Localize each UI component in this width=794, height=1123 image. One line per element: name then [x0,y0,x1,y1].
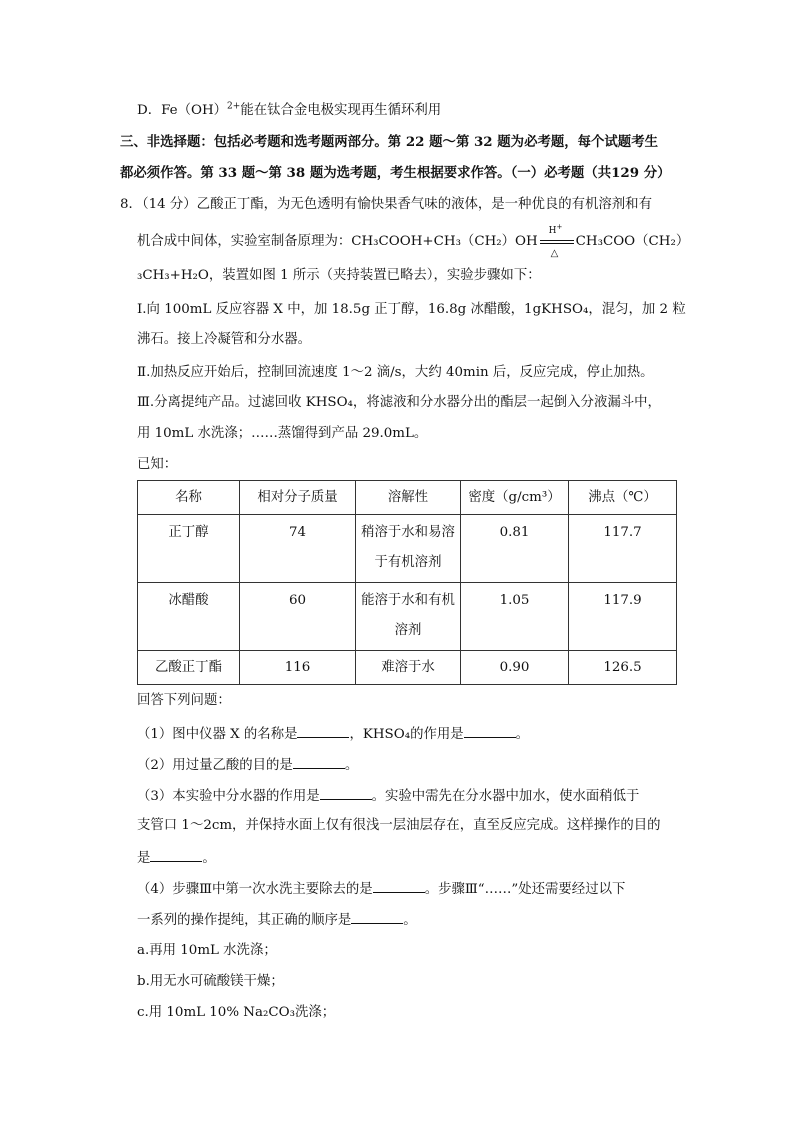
q8-line3: ₃CH₃+H₂O，装置如图 1 所示（夹持装置已略去），实验步骤如下： [137,268,541,283]
question-3-line1: （3）本实验中分水器的作用是 。实验中需先在分水器中加水，使水面稍低于 [137,785,639,807]
q8-reaction-line [137,223,690,259]
header-mass: 相对分子质量 [240,481,356,515]
heat-symbol: △ [550,248,559,259]
option-c: c.用 10mL 10% Na₂CO₃洗涤； [137,1005,336,1020]
answer-blank[interactable] [297,723,349,738]
step3-line2: 用 10mL 水洗涤；……蒸馏得到产品 29.0mL。 [137,426,428,441]
cell-mass: 74 [240,515,356,583]
table-row [138,515,677,583]
cell-name: 冰醋酸 [138,583,240,651]
header-name: 名称 [138,481,240,515]
cell-solubility: 稍溶于水和易溶 于有机溶剂 [356,515,461,583]
properties-table [137,480,677,685]
header-boiling-point: 沸点（℃） [569,481,677,515]
header-density: 密度（g/cm³） [461,481,569,515]
step3-line1: Ⅲ.分离提纯产品。过滤回收 KHSO₄，将滤液和分水器分出的酯层一起倒入分液漏斗中， [137,395,661,410]
question-3-line2: 支管口 1～2cm，并保持水面上仅有很浅一层油层存在，直至反应完成。这样操作的目的 [137,818,661,833]
section3-line2: 都必须作答。第 33 题～第 38 题为选考题，考生根据要求作答。（一）必考题（共129 分） [120,165,671,181]
cell-boiling-point: 126.5 [569,651,677,685]
question-3-line3: 是 。 [137,847,216,869]
answer-blank[interactable] [464,723,516,738]
cell-name: 乙酸正丁酯 [138,651,240,685]
table-header-row [138,481,677,515]
cell-mass: 116 [240,651,356,685]
q8-line2-prefix: 机合成中间体，实验室制备原理为： [137,234,352,249]
option-d-text: 能在钛合金电极实现再生循环利用 [240,103,442,118]
step1-line1: Ⅰ.向 100mL 反应容器 X 中，加 18.5g 正丁醇，16.8g 冰醋酸，1gKHSO₄，混匀，加 2 粒 [137,302,686,317]
cell-boiling-point: 117.7 [569,515,677,583]
table-row [138,583,677,651]
catalyst-label: H+ [548,223,563,236]
option-d-prefix: D．Fe（OH） [137,103,228,118]
cell-density: 0.81 [461,515,569,583]
option-d-superscript: 2+ [227,101,241,112]
header-solubility: 溶解性 [356,481,461,515]
question-2: （2）用过量乙酸的目的是 。 [137,754,358,776]
answer-blank[interactable] [150,847,202,862]
reaction-arrow [538,223,576,259]
reactant-formula: CH₃COOH+CH₃（CH₂）OH [351,234,538,249]
table-row [138,651,677,685]
cell-density: 1.05 [461,583,569,651]
answer-blank[interactable] [320,785,372,800]
step2: Ⅱ.加热反应开始后，控制回流速度 1～2 滴/s，大约 40min 后，反应完成，停止加热。 [137,365,654,380]
cell-solubility: 能溶于水和有机 溶剂 [356,583,461,651]
q8-line1: 8．（14 分）乙酸正丁酯，为无色透明有愉快果香气味的液体，是一种优良的有机溶剂和有 [120,197,652,212]
cell-mass: 60 [240,583,356,651]
section3-line1: 三、非选择题：包括必考题和选考题两部分。第 22 题～第 32 题为必考题，每个试题考生 [120,134,658,150]
answer-blank[interactable] [373,878,425,893]
cell-solubility: 难溶于水 [356,651,461,685]
answer-blank[interactable] [293,754,345,769]
questions-intro: 回答下列问题： [137,693,231,708]
step1-line2: 沸石。接上冷凝管和分水器。 [137,332,312,347]
question-4-line1: （4）步骤Ⅲ中第一次水洗主要除去的是 。步骤Ⅲ“……”处还需要经过以下 [137,878,625,900]
option-d [137,101,441,121]
answer-blank[interactable] [351,909,403,924]
cell-density: 0.90 [461,651,569,685]
product-formula: CH₃COO（CH₂） [575,234,690,249]
question-4-line2: 一系列的操作提纯，其正确的顺序是 。 [137,909,417,931]
option-b: b.用无水可硫酸镁干燥； [137,974,284,989]
known-label: 已知： [137,457,178,472]
cell-boiling-point: 117.9 [569,583,677,651]
option-a: a.再用 10mL 水洗涤； [137,943,277,958]
question-1: （1）图中仪器 X 的名称是 ，KHSO₄的作用是 。 [137,723,529,745]
cell-name: 正丁醇 [138,515,240,583]
